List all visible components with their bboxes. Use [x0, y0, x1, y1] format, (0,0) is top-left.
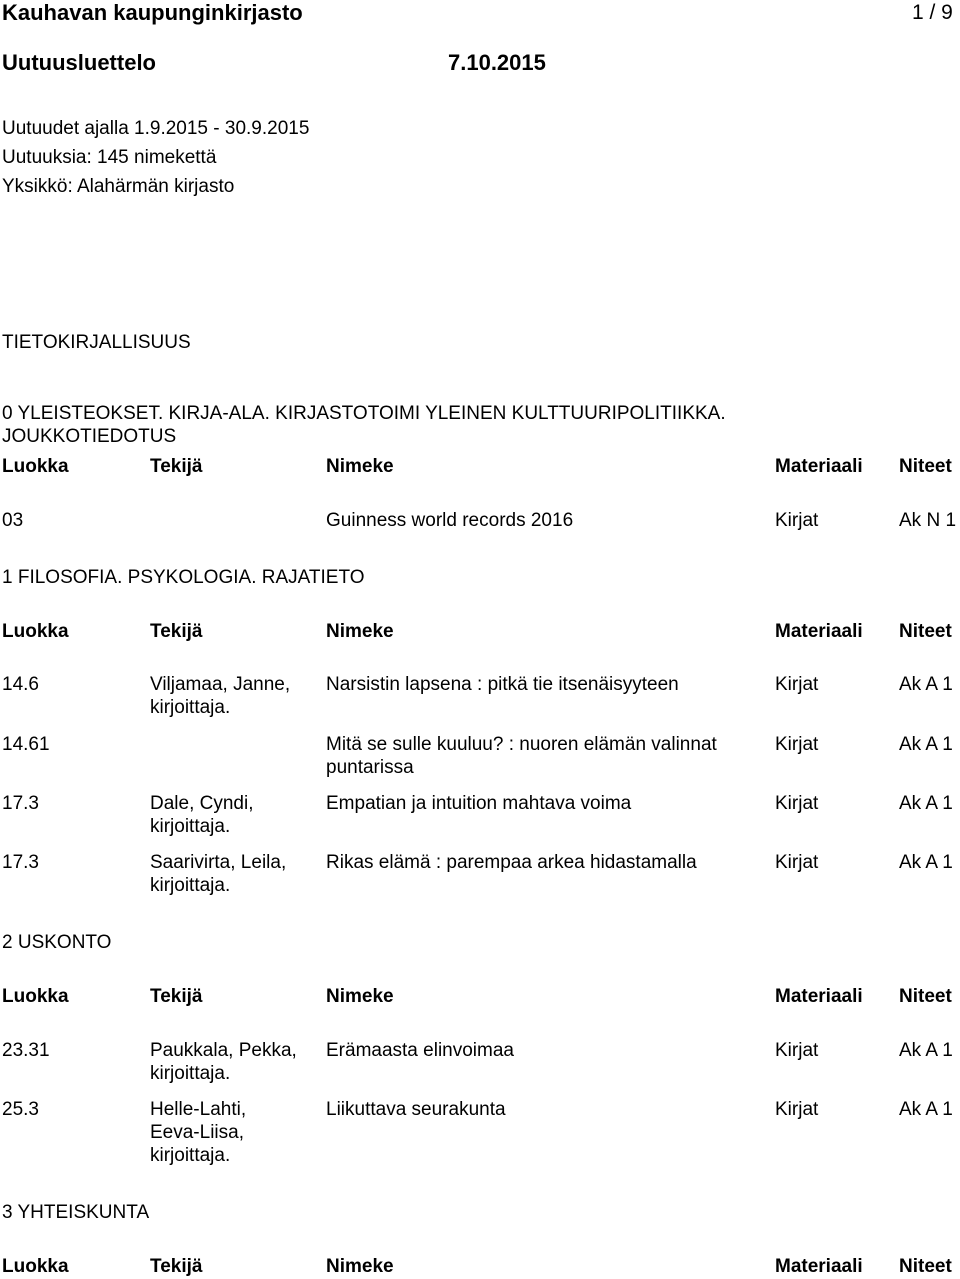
col-tekija: Tekijä	[150, 456, 203, 477]
count-text: Uutuuksia: 145 nimekettä	[2, 147, 217, 168]
cell-tekija: Saarivirta, Leila, kirjoittaja.	[150, 852, 287, 896]
col-niteet: Niteet	[899, 1256, 952, 1277]
cell-niteet: Ak A 1	[899, 734, 953, 755]
cell-niteet: Ak A 1	[899, 793, 953, 814]
group-title: 0 YLEISTEOKSET. KIRJA-ALA. KIRJASTOTOIMI YLEINEN KULTTUURIPOLITIIKKA. JOUKKOTIEDOTUS	[2, 403, 726, 447]
col-luokka: Luokka	[2, 456, 69, 477]
cell-niteet: Ak A 1	[899, 852, 953, 873]
col-nimeke: Nimeke	[326, 456, 394, 477]
col-materiaali: Materiaali	[775, 456, 863, 477]
cell-tekija: Paukkala, Pekka, kirjoittaja.	[150, 1040, 297, 1084]
col-luokka: Luokka	[2, 986, 69, 1007]
unit-text: Yksikkö: Alahärmän kirjasto	[2, 176, 235, 197]
group-title: 3 YHTEISKUNTA	[2, 1202, 150, 1223]
cell-materiaali: Kirjat	[775, 734, 819, 755]
cell-nimeke: Erämaasta elinvoimaa	[326, 1040, 514, 1061]
cell-materiaali: Kirjat	[775, 1099, 819, 1120]
col-nimeke: Nimeke	[326, 1256, 394, 1277]
cell-niteet: Ak A 1	[899, 674, 953, 695]
cell-niteet: Ak A 1	[899, 1040, 953, 1061]
cell-tekija: Dale, Cyndi, kirjoittaja.	[150, 793, 254, 837]
cell-nimeke: Mitä se sulle kuuluu? : nuoren elämän valinnat puntarissa	[326, 734, 717, 778]
cell-materiaali: Kirjat	[775, 852, 819, 873]
cell-luokka: 14.61	[2, 734, 50, 755]
period-text: Uutuudet ajalla 1.9.2015 - 30.9.2015	[2, 118, 310, 139]
col-niteet: Niteet	[899, 986, 952, 1007]
cell-nimeke: Empatian ja intuition mahtava voima	[326, 793, 632, 814]
cell-tekija: Viljamaa, Janne, kirjoittaja.	[150, 674, 291, 718]
col-materiaali: Materiaali	[775, 1256, 863, 1277]
col-luokka: Luokka	[2, 1256, 69, 1277]
col-niteet: Niteet	[899, 621, 952, 642]
col-nimeke: Nimeke	[326, 986, 394, 1007]
group-title: 1 FILOSOFIA. PSYKOLOGIA. RAJATIETO	[2, 567, 365, 588]
list-title: Uutuusluettelo	[2, 50, 156, 75]
cell-materiaali: Kirjat	[775, 793, 819, 814]
cell-materiaali: Kirjat	[775, 1040, 819, 1061]
cell-nimeke: Narsistin lapsena : pitkä tie itsenäisyyteen	[326, 674, 679, 695]
cell-luokka: 17.3	[2, 793, 39, 814]
section-type: TIETOKIRJALLISUUS	[2, 332, 191, 353]
cell-niteet: Ak N 1	[899, 510, 957, 531]
group-title: 2 USKONTO	[2, 932, 112, 953]
col-materiaali: Materiaali	[775, 986, 863, 1007]
col-tekija: Tekijä	[150, 986, 203, 1007]
col-tekija: Tekijä	[150, 1256, 203, 1277]
cell-nimeke: Rikas elämä : parempaa arkea hidastamalla	[326, 852, 697, 873]
cell-niteet: Ak A 1	[899, 1099, 953, 1120]
library-name: Kauhavan kaupunginkirjasto	[2, 0, 303, 25]
col-luokka: Luokka	[2, 621, 69, 642]
cell-luokka: 23.31	[2, 1040, 50, 1061]
cell-materiaali: Kirjat	[775, 674, 819, 695]
cell-nimeke: Liikuttava seurakunta	[326, 1099, 506, 1120]
cell-materiaali: Kirjat	[775, 510, 819, 531]
col-tekija: Tekijä	[150, 621, 203, 642]
cell-luokka: 03	[2, 510, 24, 531]
cell-luokka: 17.3	[2, 852, 39, 873]
cell-nimeke: Guinness world records 2016	[326, 510, 574, 531]
cell-luokka: 14.6	[2, 674, 39, 695]
cell-luokka: 25.3	[2, 1099, 39, 1120]
col-materiaali: Materiaali	[775, 621, 863, 642]
list-date: 7.10.2015	[448, 50, 546, 75]
page-number: 1 / 9	[912, 1, 953, 24]
col-niteet: Niteet	[899, 456, 952, 477]
cell-tekija: Helle-Lahti, Eeva-Liisa, kirjoittaja.	[150, 1099, 247, 1166]
col-nimeke: Nimeke	[326, 621, 394, 642]
